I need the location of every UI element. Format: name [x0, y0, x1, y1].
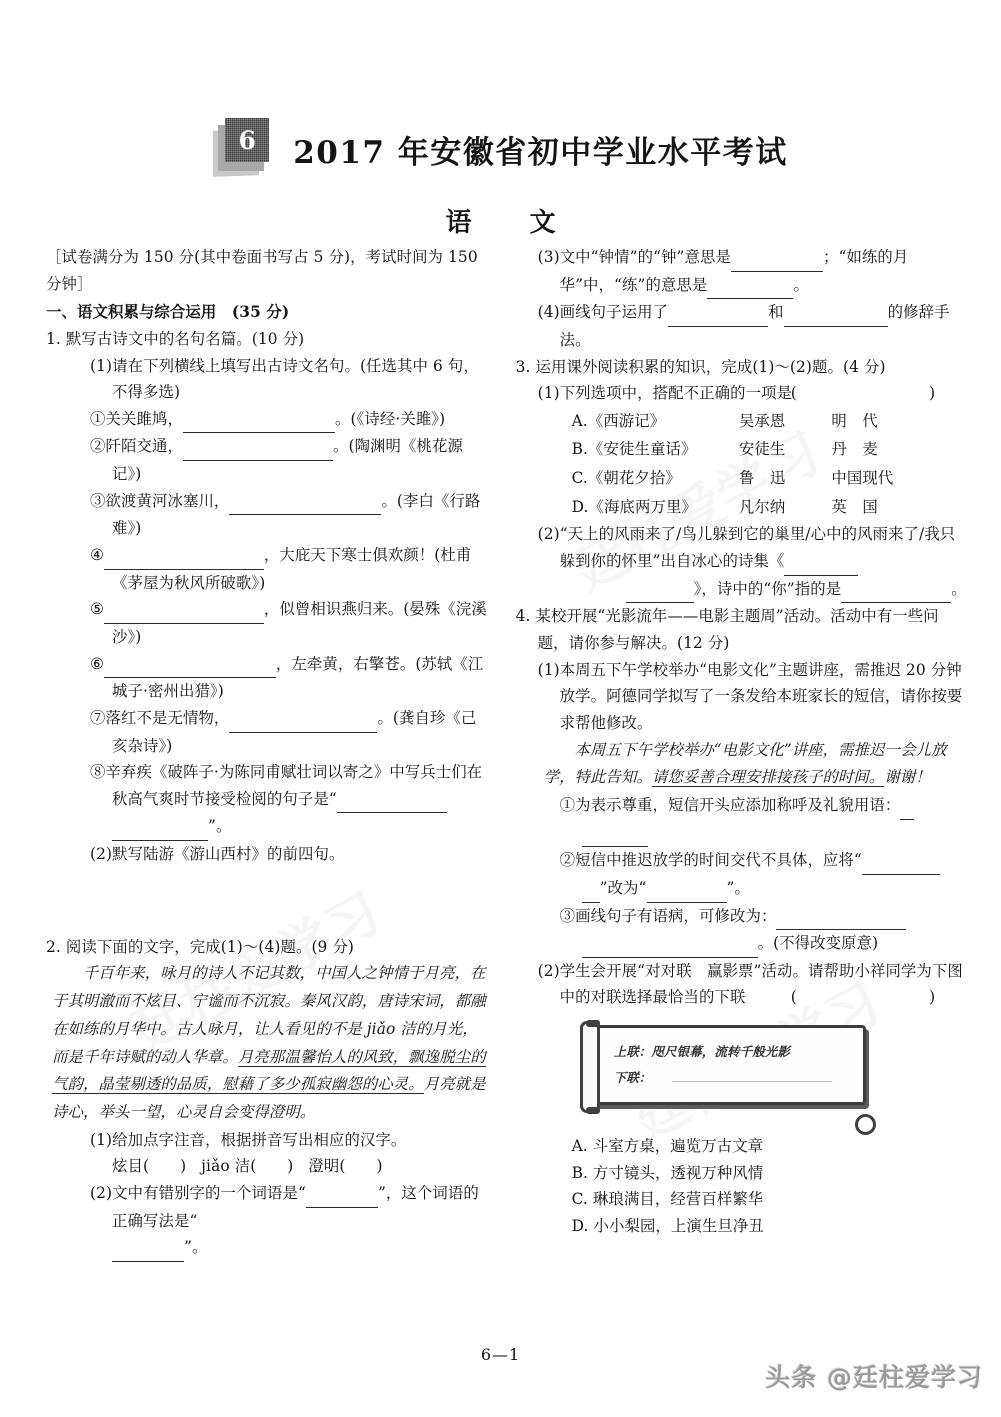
option-a-work-text: 《西游记》	[587, 411, 666, 430]
sms-part-1: 本周五下午学校举办“电影文化”讲座，需推迟一会儿放学，特此告知。	[543, 740, 947, 787]
passage-part-1: 千百年来，咏月的诗人不记其数，中国人之钟情于月亮，在于其明澈而不炫目、宁谧而不沉寂。秦风汉韵，唐诗宋词，都融在如练的月华中。古人咏月，让人看见的不是 jiǎo 洁的月光，而是千年诗赋的动人华章。	[52, 964, 486, 1066]
section-heading-one: 一、语文积累与综合运用 (35 分)	[46, 303, 290, 322]
option-b-author: 安徒生	[738, 440, 786, 459]
page-number: 6—1	[480, 1345, 521, 1364]
q1-item-7	[90, 705, 490, 759]
answer-blank[interactable]	[862, 847, 940, 875]
answer-blank[interactable]	[104, 542, 264, 570]
option-a-work	[572, 407, 697, 436]
q2-sub3-c: 。	[793, 275, 809, 294]
q4-fix-1-text: ①为表示尊重，短信开头应添加称呼及礼貌用语：	[559, 795, 901, 814]
answer-blank[interactable]	[841, 576, 951, 604]
exam-instructions: ［试卷满分为 150 分(其中卷面书写占 5 分)，考试时间为 150 分钟］	[46, 248, 478, 293]
item-marker: ⑦	[90, 708, 106, 727]
answer-blank[interactable]	[104, 596, 264, 624]
q1-sub2-post: 。	[328, 845, 345, 864]
answer-blank[interactable]	[229, 488, 381, 516]
q4-fix-1-continued	[582, 820, 969, 848]
couplet-upper-text: 咫尺银幕，流转千般光影	[651, 1044, 791, 1060]
option-c-work	[572, 464, 697, 493]
q1-item-3	[90, 488, 490, 542]
passage-underlined-sentence: 月亮那温馨怡人的风致，飘逸脱尘的气韵，晶莹剔透的品质，慰藉了多少孤寂幽怨的心灵。	[52, 1047, 486, 1094]
q4-fix-3-text: ③画线句子有语病，可修改为：	[559, 906, 777, 925]
option-b-work	[572, 435, 697, 464]
answer-choice-blank[interactable]: ( )	[790, 384, 969, 403]
item-marker: ②	[90, 437, 106, 456]
q2-sub2-c: ”。	[184, 1238, 208, 1257]
item-before-text: 关关雎鸠，	[105, 409, 183, 428]
answer-blank[interactable]	[776, 903, 906, 931]
couplet-lower-blank[interactable]	[672, 1081, 832, 1082]
answer-blank[interactable]	[668, 299, 768, 327]
q3-sub2-c: 。	[951, 579, 967, 598]
answer-blank[interactable]	[104, 651, 276, 679]
q1-item-8-text: ⑧辛弃疾《破阵子·为陈同甫赋壮词以寄之》中写兵士们在秋高气爽时节接受检阅的句子是“	[90, 763, 483, 808]
sms-paragraph	[544, 737, 969, 792]
pinyin-blank-2[interactable]: ( )	[250, 1157, 294, 1176]
option-c-author: 鲁 迅	[738, 469, 786, 488]
q1-item-4	[90, 542, 490, 596]
q1-item-6	[90, 651, 490, 705]
q4-fix-1	[560, 792, 969, 820]
channel-watermark: 头条 @廷柱爱学习	[765, 1363, 983, 1392]
page-title: 2017 年安徽省初中学业水平考试	[293, 134, 788, 171]
item-after-text: 。(李白《行路难》)	[112, 491, 481, 538]
answer-blank[interactable]	[337, 786, 447, 814]
q2-sub2-a: (2)文中有错别字的一个词语是“	[90, 1183, 306, 1202]
question-2-sub-2	[90, 1180, 490, 1234]
q1-sub2-emphasis: 前四句	[283, 845, 329, 866]
pinyin-word-3-text: 澄明	[308, 1157, 340, 1176]
option-b-origin: 丹 麦	[831, 440, 878, 459]
q2-sub2-b: ”，这个词语的正确写法是“	[112, 1183, 479, 1230]
roller-cap-bottom	[586, 1107, 600, 1114]
q3-sub2-a: (2)“天上的风雨来了/鸟儿躲到它的巢里/心中的风雨来了/我只躲到你的怀里”出自冰心的诗集《	[537, 525, 956, 571]
table-row[interactable]	[572, 464, 894, 493]
option-d-work-text: 《海底两万里》	[588, 497, 697, 516]
q4-sub2-text: (2)学生会开展“对对联 赢影票”活动。请帮助小祥同学为下图中的对联选择最恰当的下联	[537, 961, 963, 1007]
option-a-author: 吴承恩	[738, 411, 786, 430]
pinyin-blank-1[interactable]: ( )	[142, 1157, 187, 1176]
q4-option-a[interactable]: A. 斗室方桌，遍览万古文章	[571, 1137, 764, 1156]
answer-blank[interactable]	[582, 930, 758, 958]
passage-part-2: 月亮就是诗心，举头一望，心灵自会变得澄明。	[52, 1075, 486, 1121]
option-b-work-text: 《安徒生童话》	[588, 440, 697, 459]
option-d-author: 凡尔纳	[738, 497, 786, 516]
q4-option-b[interactable]: B. 方寸镜头，透视万种风情	[571, 1163, 764, 1182]
q4-option-d[interactable]: D. 小小梨园，上演生旦净丑	[571, 1217, 764, 1236]
option-c-label: C.	[571, 469, 588, 488]
question-4-sub-2	[538, 958, 969, 1011]
option-a-label: A.	[571, 411, 588, 430]
passage-paragraph	[52, 960, 490, 1126]
reading-passage	[52, 960, 490, 1126]
answer-choice-blank[interactable]: ( )	[790, 988, 969, 1007]
question-2-sub-1: (1)给加点字注音，根据拼音写出相应的汉字。	[90, 1130, 407, 1149]
right-column	[516, 244, 969, 1262]
question-3-stem: 3. 运用课外阅读积累的知识，完成(1)～(2)题。(4 分)	[515, 357, 886, 376]
q4-fix-2-continued	[582, 875, 969, 903]
item-after-text: 。(陶渊明《桃花源记》)	[112, 437, 463, 484]
option-a-origin: 明 代	[831, 411, 878, 430]
q4-fix-2-a: ②短信中推迟放学的时间交代不具体，应将“	[559, 851, 862, 870]
question-1-sub-1	[90, 353, 490, 406]
q1-item-2	[90, 433, 490, 487]
item-before-text: 阡陌交通，	[105, 437, 183, 456]
sms-underlined-sentence: 请您妥善合理安排接孩子的时间。	[652, 768, 885, 787]
page-header	[0, 118, 1001, 180]
answer-blank[interactable]	[784, 548, 858, 576]
question-4-sub-1: (1)本周五下午学校举办“电影文化”主题讲座，需推迟 20 分钟放学。阿德同学拟写了一条发给本班家长的短信，请你按要求帮他修改。	[537, 660, 963, 732]
item-marker: ③	[90, 491, 106, 510]
answer-blank[interactable]	[112, 1234, 184, 1262]
section-badge	[213, 118, 275, 180]
spacer	[46, 868, 490, 934]
q3-options-table	[572, 407, 894, 522]
question-2-sub-2-continued	[112, 1234, 490, 1262]
item-after-text: ，左牵黄，右擎苍。(苏轼《江城子·密州出猎》)	[112, 654, 484, 701]
table-row[interactable]	[572, 435, 894, 464]
q4-option-c[interactable]: C. 琳琅满目，经营百样繁华	[571, 1190, 764, 1209]
question-4-stem: 4. 某校开展“光影流年——电影主题周”活动。活动中有一些问题，请你参与解决。(12 分)	[515, 607, 939, 652]
item-marker: ④	[90, 546, 104, 565]
answer-blank[interactable]	[900, 792, 914, 820]
scroll-knob-icon	[855, 1114, 876, 1135]
q1-item-8-end: ”。	[208, 817, 232, 836]
item-after-text: 。(《诗经·关雎》)	[334, 409, 446, 428]
item-marker: ⑤	[90, 600, 104, 619]
q4-fix-2-c: ”。	[726, 878, 750, 897]
question-1-stem: 1. 默写古诗文中的名句名篇。(10 分)	[46, 329, 305, 348]
option-d-origin: 英 国	[831, 497, 878, 516]
question-1-sub-2	[90, 841, 490, 868]
q1-item-5	[90, 596, 490, 650]
sms-message-box	[544, 737, 969, 792]
option-c-origin: 中国现代	[831, 469, 894, 488]
sms-part-2: 谢谢！	[884, 768, 931, 787]
q2-sub4-a: (4)画线句子运用了	[537, 303, 669, 322]
pinyin-word-1-text: 炫目	[112, 1157, 143, 1176]
item-after-text: ，大庇天下寒士俱欢颜！(杜甫《茅屋为秋风所破歌》)	[112, 546, 472, 592]
content-columns	[46, 244, 969, 1262]
q2-sub4-b: 和	[768, 303, 784, 322]
answer-blank[interactable]	[647, 875, 727, 903]
couplet-scroll-illustration	[574, 1021, 870, 1125]
answer-blank[interactable]	[229, 705, 377, 733]
q2-sub3-b: ；“如练的月华”中，“练”的意思是	[559, 248, 909, 294]
q3-sub1-text: (1)下列选项中，搭配不正确的一项是	[537, 384, 793, 403]
badge-number: 6	[225, 118, 269, 162]
couplet-upper-label: 上联：	[613, 1044, 652, 1060]
pinyin-blank-3[interactable]: ( )	[339, 1157, 383, 1176]
question-3-sub-2-continued	[626, 576, 969, 604]
option-d-work	[572, 493, 697, 522]
item-before-text: 落红不是无情物，	[105, 708, 230, 727]
question-2-sub-4	[538, 299, 969, 353]
q1-sub2-pre: (2)默写陆游《游山西村》的	[90, 845, 283, 864]
answer-blank[interactable]	[707, 272, 793, 300]
pinyin-word-1	[112, 1157, 143, 1178]
subject-title: 语 文	[445, 208, 572, 238]
item-marker: ⑥	[90, 654, 104, 673]
question-3-sub-2	[538, 521, 969, 575]
answer-blank[interactable]	[582, 820, 648, 848]
question-2-stem: 2. 阅读下面的文字，完成(1)～(4)题。(9 分)	[46, 937, 355, 956]
option-c-work-text: 《朝花夕拾》	[587, 469, 681, 488]
q2-sub3-a: (3)文中“钟情”的“钟”意思是	[537, 248, 731, 266]
left-column	[46, 244, 490, 1262]
answer-blank[interactable]	[731, 244, 823, 272]
answer-blank[interactable]	[112, 813, 208, 841]
answer-blank[interactable]	[183, 406, 335, 434]
answer-blank[interactable]	[626, 576, 694, 604]
roller-cap-top	[586, 1020, 600, 1027]
question-2-sub-3	[538, 244, 969, 299]
q4-fix-3-note: 。(不得改变原意)	[757, 934, 879, 953]
q4-fix-3	[560, 903, 969, 931]
q1-item-1	[90, 406, 490, 434]
answer-blank[interactable]	[582, 875, 600, 903]
answer-blank[interactable]	[784, 299, 888, 327]
q3-sub2-b: 》，诗中的“你”指的是	[693, 579, 842, 598]
q1-item-8	[90, 759, 490, 813]
couplet-lower-line	[614, 1067, 652, 1089]
question-1-sub-1-text: (1)请在下列横线上填写出古诗文名句。(任选其中 6 句，不得多选)	[90, 356, 479, 402]
pinyin-answer-row	[112, 1153, 490, 1180]
scroll-roller	[580, 1021, 600, 1113]
pinyin-word-3	[308, 1157, 339, 1178]
couplet-board	[592, 1025, 866, 1105]
answer-blank[interactable]	[306, 1180, 378, 1208]
q4-fix-2-b: ”改为“	[599, 878, 647, 897]
answer-blank[interactable]	[183, 433, 333, 461]
item-before-text: 欲渡黄河冰塞川，	[105, 491, 230, 510]
table-row[interactable]	[572, 407, 894, 436]
item-marker: ①	[90, 409, 106, 428]
option-b-label: B.	[571, 440, 588, 459]
option-d-label: D.	[571, 497, 589, 516]
pinyin-word-2: jiǎo 洁	[201, 1157, 251, 1176]
item-after-text: 。(龚自珍《己亥杂诗》)	[112, 708, 477, 755]
couplet-lower-label: 下联：	[613, 1070, 652, 1086]
item-after-text: ，似曾相识燕归来。(晏殊《浣溪沙》)	[112, 600, 487, 646]
q1-item-8-continued	[112, 813, 490, 841]
couplet-upper-line	[614, 1041, 790, 1063]
table-row[interactable]	[572, 493, 894, 522]
q4-fix-3-continued	[582, 930, 969, 958]
q4-fix-2	[560, 847, 969, 875]
q2-sub4-c: 的修辞手法。	[559, 303, 950, 349]
question-3-sub-1	[538, 380, 969, 407]
